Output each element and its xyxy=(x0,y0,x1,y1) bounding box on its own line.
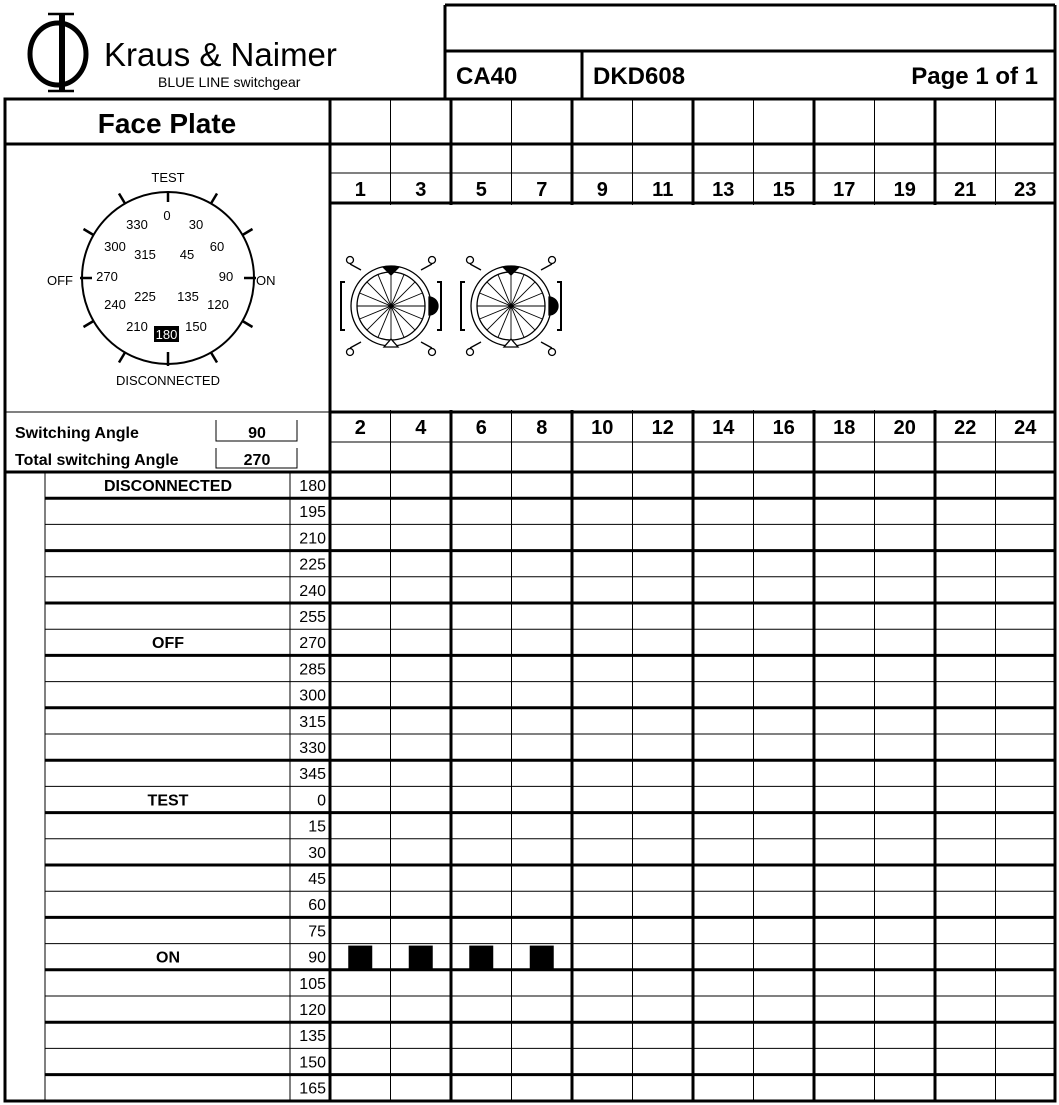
terminal-top-15: 15 xyxy=(772,179,795,201)
contact-grid xyxy=(330,99,1055,1101)
position-angle-225: 225 xyxy=(299,556,326,574)
dial-angle-225: 225 xyxy=(134,289,156,304)
terminal-bottom-2: 2 xyxy=(354,417,366,439)
face-plate-dial xyxy=(47,170,276,388)
position-angle-45: 45 xyxy=(308,871,326,888)
position-angle-315: 315 xyxy=(299,713,326,731)
terminal-bottom-6: 6 xyxy=(475,417,487,439)
switching-angle-value: 90 xyxy=(248,425,266,442)
position-angle-75: 75 xyxy=(308,923,326,941)
page-indicator: Page 1 of 1 xyxy=(911,63,1038,90)
position-angle-300: 300 xyxy=(299,687,326,705)
terminal-bottom-22: 22 xyxy=(954,417,977,439)
terminal-bottom-12: 12 xyxy=(651,417,674,439)
position-angle-0: 0 xyxy=(317,792,326,810)
terminal-top-19: 19 xyxy=(893,179,916,201)
dial-angle-180: 180 xyxy=(155,327,178,342)
position-angle-60: 60 xyxy=(308,897,326,915)
terminal-bottom-24: 24 xyxy=(1014,417,1037,439)
position-rows xyxy=(45,478,1055,1098)
terminal-top-3: 3 xyxy=(415,179,427,201)
terminal-top-1: 1 xyxy=(354,179,366,201)
position-angle-105: 105 xyxy=(299,975,326,993)
terminal-top-13: 13 xyxy=(712,179,735,201)
closure-mark-7-at-90 xyxy=(530,946,554,970)
position-name-off: OFF xyxy=(152,635,184,653)
terminal-bottom-8: 8 xyxy=(536,417,548,439)
position-angle-255: 255 xyxy=(299,609,326,626)
terminal-bottom-4: 4 xyxy=(415,417,427,439)
dial-label-bottom: DISCONNECTED xyxy=(115,373,221,388)
program-number: DKD608 xyxy=(593,63,686,90)
dial-angle-120: 120 xyxy=(207,297,229,312)
terminal-top-23: 23 xyxy=(1014,179,1037,201)
position-name-disconnected: DISCONNECTED xyxy=(103,478,233,495)
position-name-test: TEST xyxy=(147,792,189,810)
kraus-naimer-logo xyxy=(30,14,337,92)
terminal-top-17: 17 xyxy=(833,179,856,201)
dial-angle-300: 300 xyxy=(104,239,126,254)
dial-angle-210: 210 xyxy=(126,319,148,334)
total-switching-angle-label: Total switching Angle xyxy=(15,452,179,469)
dial-label-left: OFF xyxy=(47,273,73,288)
terminal-top-9: 9 xyxy=(596,179,608,201)
position-angle-180: 180 xyxy=(299,478,326,495)
terminal-top-5: 5 xyxy=(475,179,487,201)
dial-angle-45: 45 xyxy=(179,247,195,262)
terminal-top-21: 21 xyxy=(954,179,977,201)
position-angle-90: 90 xyxy=(308,949,326,967)
dial-angle-270: 270 xyxy=(96,269,118,284)
position-angle-15: 15 xyxy=(308,818,326,836)
face-plate-title: Face Plate xyxy=(97,108,237,139)
terminal-bottom-14: 14 xyxy=(712,417,735,439)
dial-angle-150: 150 xyxy=(185,319,207,334)
position-angle-330: 330 xyxy=(299,740,326,757)
terminal-bottom-10: 10 xyxy=(591,417,614,439)
closure-mark-5-at-90 xyxy=(469,946,493,970)
terminal-top-11: 11 xyxy=(652,179,674,201)
position-angle-135: 135 xyxy=(299,1028,326,1046)
position-angle-285: 285 xyxy=(299,661,326,679)
dial-angle-60: 60 xyxy=(209,239,225,254)
position-angle-150: 150 xyxy=(299,1054,326,1072)
terminal-top-7: 7 xyxy=(536,179,548,201)
model-number: CA40 xyxy=(456,63,518,90)
dial-label-right: ON xyxy=(256,273,276,288)
dial-angle-90: 90 xyxy=(218,269,234,284)
dial-label-top: TEST xyxy=(151,170,185,185)
switching-angle-label: Switching Angle xyxy=(15,425,139,442)
dial-angle-0: 0 xyxy=(163,208,171,223)
terminal-bottom-16: 16 xyxy=(772,417,795,439)
total-switching-angle-value: 270 xyxy=(243,452,271,469)
dial-angle-135: 135 xyxy=(177,289,199,304)
position-name-on: ON xyxy=(156,949,180,967)
terminal-bottom-20: 20 xyxy=(893,417,916,439)
position-angle-270: 270 xyxy=(299,635,326,653)
position-angle-240: 240 xyxy=(299,582,326,600)
position-angle-30: 30 xyxy=(308,844,326,862)
position-angle-210: 210 xyxy=(299,530,326,548)
dial-angle-240: 240 xyxy=(104,297,126,312)
position-angle-165: 165 xyxy=(299,1080,326,1098)
brand-tagline: BLUE LINE switchgear xyxy=(158,74,301,90)
closure-mark-1-at-90 xyxy=(348,946,372,970)
dial-angle-330: 330 xyxy=(126,217,148,232)
closure-mark-3-at-90 xyxy=(409,946,433,970)
position-angle-345: 345 xyxy=(299,766,326,784)
position-angle-195: 195 xyxy=(299,504,326,522)
terminal-bottom-18: 18 xyxy=(833,417,856,439)
dial-angle-30: 30 xyxy=(188,217,204,232)
position-angle-120: 120 xyxy=(299,1002,326,1019)
brand-name: Kraus & Naimer xyxy=(104,36,337,73)
dial-angle-315: 315 xyxy=(134,247,156,262)
